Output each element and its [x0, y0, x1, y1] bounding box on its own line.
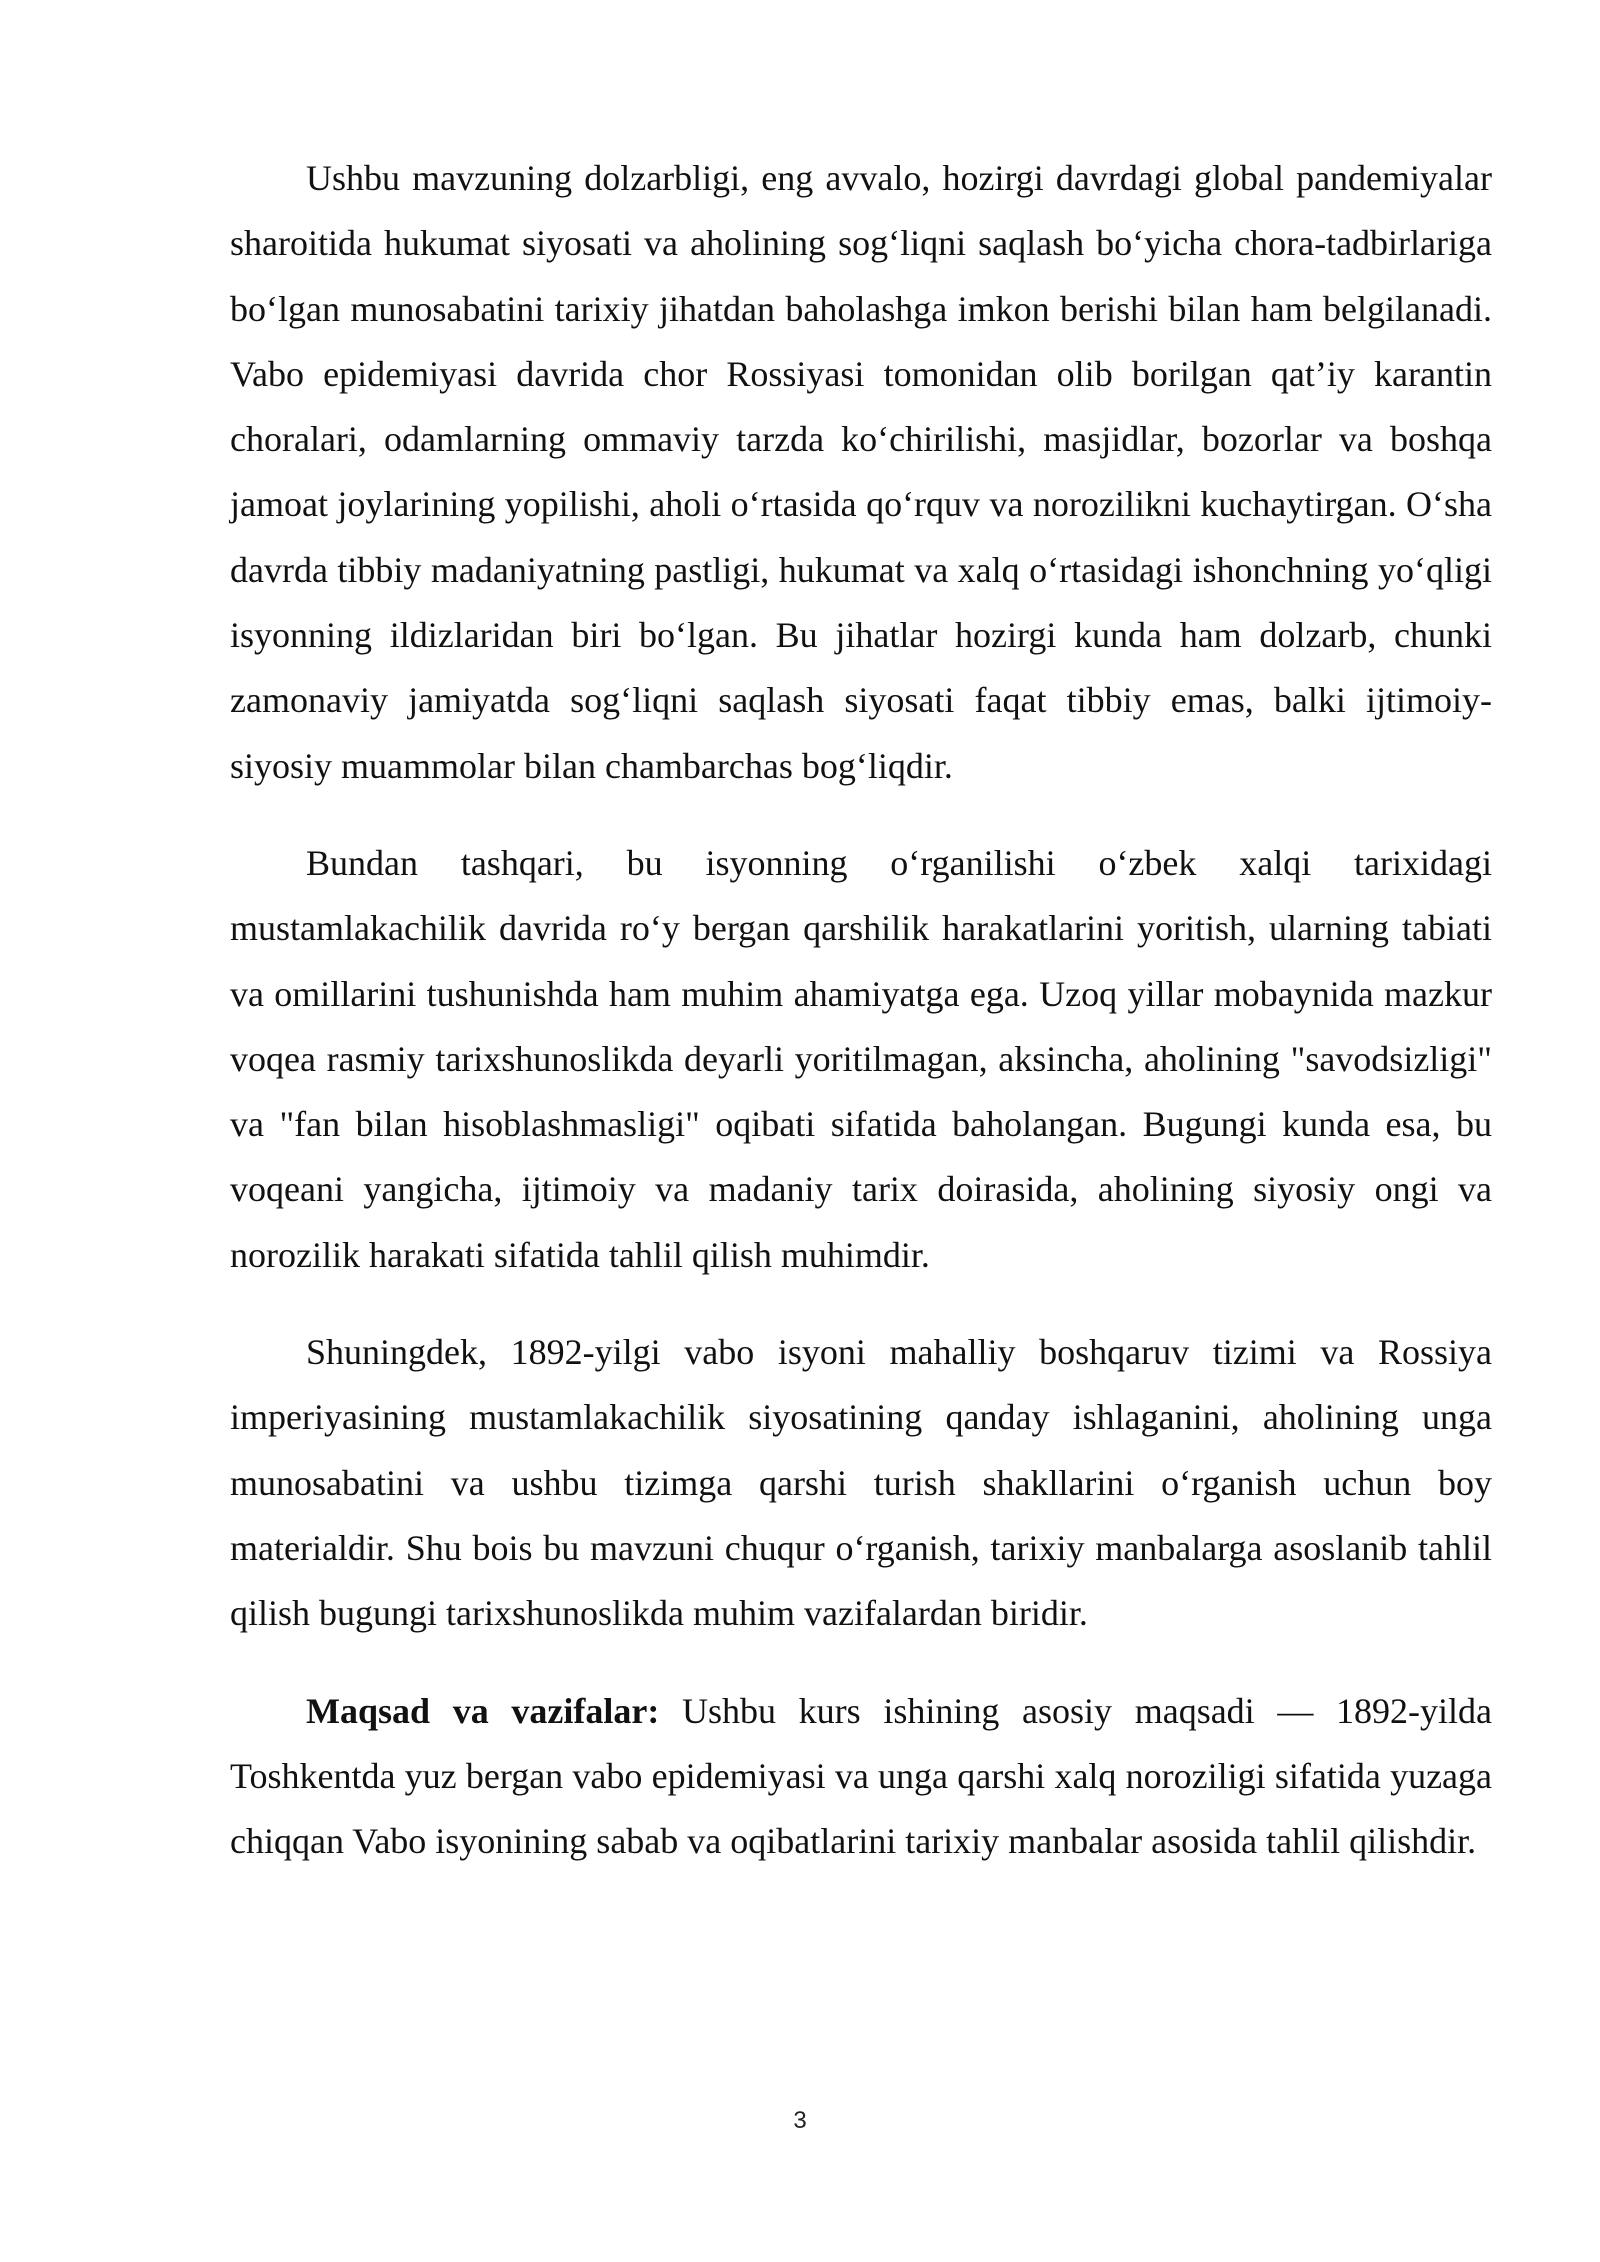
- paragraph-relevance: Ushbu mavzuning dolzarbligi, eng avvalo, hozirgi davrdagi global pandemiyalar sharoitida hukumat siyosati va aholining sog‘liqni saqlash bo‘yicha chora-tadbirlariga bo‘lgan munosabatini tarixiy jihatdan baholashga imkon berishi bilan ham belgilanadi. Vabo epidemiyasi davrida chor Rossiyasi tomonidan olib borilgan qat’iy karantin choralari, odamlarning ommaviy tarzda ko‘chirilishi, masjidlar, bozorlar va boshqa jamoat joylarining yopilishi, aholi o‘rtasida qo‘rquv va norozilikni kuchaytirgan. O‘sha davrda tibbiy madaniyatning pastligi, hukumat va xalq o‘rtasidagi ishonchning yo‘qligi isyonning ildizlaridan biri bo‘lgan. Bu jihatlar hozirgi kunda ham dolzarb, chunki zamonaviy jamiyatda sog‘liqni saqlash siyosati faqat tibbiy emas, balki ijtimoiy-siyosiy muammolar bilan chambarchas bog‘liqdir.: [230, 158, 1492, 786]
- paragraph-goals: [230, 1679, 1492, 1875]
- paragraph-governance: Shuningdek, 1892-yilgi vabo isyoni mahalliy boshqaruv tizimi va Rossiya imperiyasining mustamlakachilik siyosatining qanday ishlaganini, aholining unga munosabatini va ushbu tizimga qarshi turish shakllarini o‘rganish uchun boy materialdir. Shu bois bu mavzuni chuqur o‘rganish, tarixiy manbalarga asoslanib tahlil qilish bugungi tarixshunoslikda muhim vazifalardan biridir.: [230, 1332, 1492, 1634]
- goals-text: Ushbu kurs ishining asosiy maqsadi — 1892-yilda Toshkentda yuz bergan vabo epidemiyasi va unga qarshi xalq noroziligi sifatida yuzaga chiqqan Vabo isyonining sabab va oqibatlarini tarixiy manbalar asosida tahlil qilishdir.: [230, 1690, 1493, 1862]
- body-text: [230, 146, 1492, 1874]
- page-number: 3: [793, 2107, 807, 2134]
- goals-label: Maqsad va vazifalar:: [306, 1690, 660, 1731]
- paragraph-colonial-resistance: Bundan tashqari, bu isyonning o‘rganilishi o‘zbek xalqi tarixidagi mustamlakachilik davrida ro‘y bergan qarshilik harakatlarini yoritish, ularning tabiati va omillarini tushunishda ham muhim ahamiyatga ega. Uzoq yillar mobaynida mazkur voqea rasmiy tarixshunoslikda deyarli yoritilmagan, aksincha, aholining "savodsizligi" va "fan bilan hisoblashmasligi" oqibati sifatida baholangan. Bugungi kunda esa, bu voqeani yangicha, ijtimoiy va madaniy tarix doirasida, aholining siyosiy ongi va norozilik harakati sifatida tahlil qilish muhimdir.: [230, 842, 1492, 1275]
